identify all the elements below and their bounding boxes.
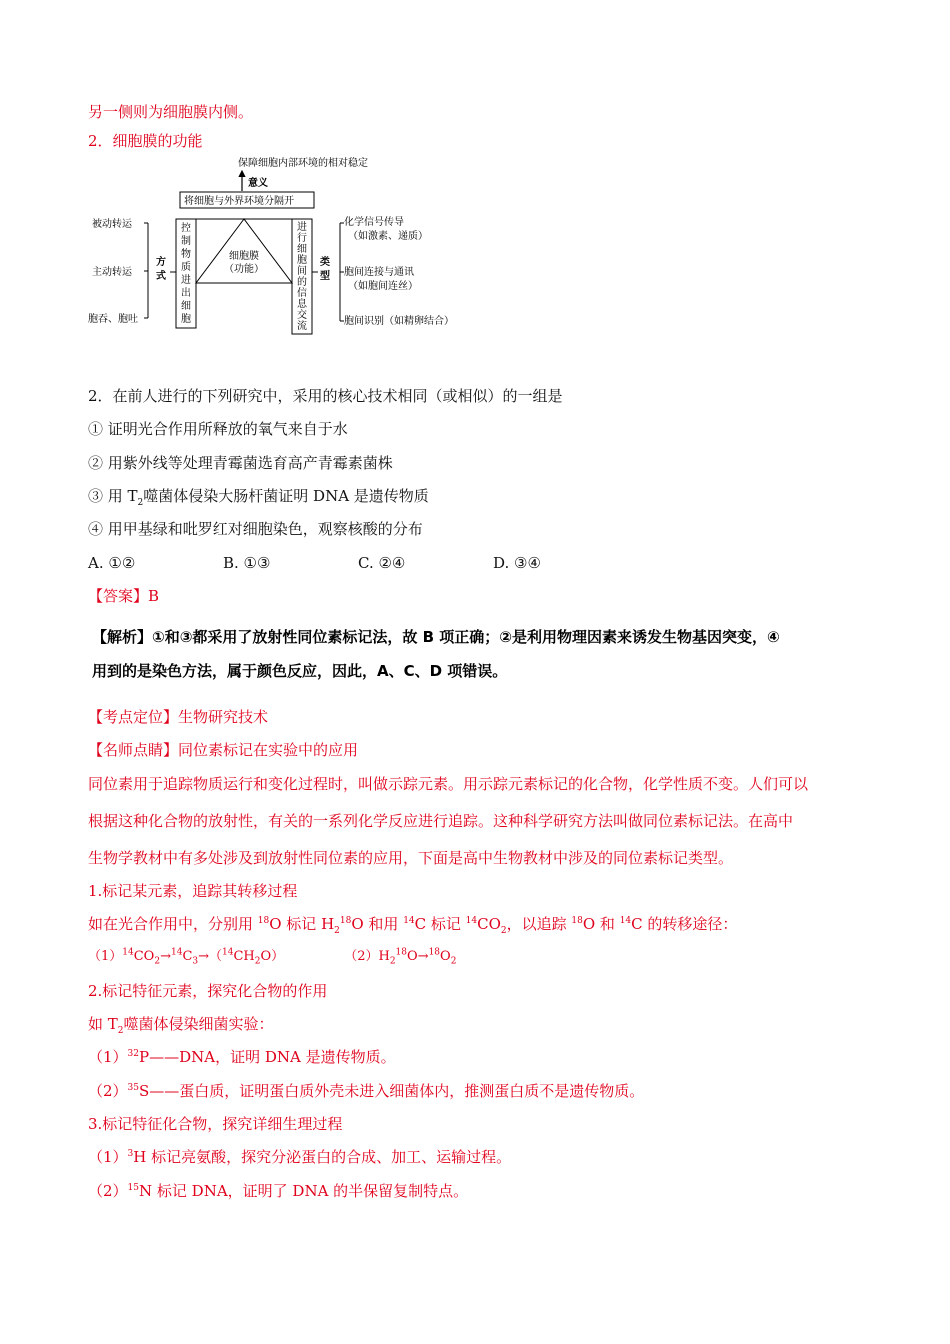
question-options xyxy=(88,553,628,573)
analysis-line-2: 用到的是染色方法，属于颜色反应，因此，A、C、D 项错误。 xyxy=(92,662,508,680)
kaodian-line: 【考点定位】生物研究技术 xyxy=(88,708,269,726)
svg-text:质: 质 xyxy=(181,262,191,273)
chem-signal-note: （如激素、递质） xyxy=(348,231,428,242)
exchange-vertical-label xyxy=(297,220,308,332)
heading-1-example: 如在光合作用中，分别用 $^{18}$O 标记 $H_2^{18}O$ 和用 $^{14}$C 标记 $^{14}CO_2$，以追踪 $^{18}$O 和 $^{14}$C 的转移途径： xyxy=(88,915,738,936)
endo-exocytosis: 胞吞、胞吐 xyxy=(88,314,138,325)
heading-1-paths: $(1)^{14}CO_2\to^{14}C_3\to(^{14}CH_2O)$ $(2)H_2^{18}O\to^{18}O_2$ xyxy=(88,947,457,967)
question-item-2: ② 用紫外线等处理青霉菌选育高产青霉素菌株 xyxy=(88,454,393,472)
type-label-1: 类 xyxy=(320,257,330,268)
para-2: 根据这种化合物的放射性，有关的一系列化学反应进行追踪。这种科学研究方法叫做同位素标记法。在高中 xyxy=(88,812,794,830)
continuation-line: 另一侧则为细胞膜内侧。 xyxy=(88,103,254,121)
mode-label-2: 式 xyxy=(156,271,166,282)
meaning-label: 意义 xyxy=(248,178,268,189)
para-3: 生物学教材中有多处涉及到放射性同位素的应用，下面是高中生物教材中涉及的同位素标记类型。 xyxy=(88,849,734,867)
svg-text:息: 息 xyxy=(297,299,307,310)
svg-text:胞: 胞 xyxy=(181,314,191,325)
heading-3: 3.标记特征化合物，探究详细生理过程 xyxy=(88,1115,343,1133)
answer-line xyxy=(88,586,159,606)
svg-text:出: 出 xyxy=(181,288,191,299)
section-title: 2．细胞膜的功能 xyxy=(88,132,203,150)
heading-2-intro: 如 $T_2$噬菌体侵染细菌实验： xyxy=(88,1015,274,1036)
option-b[interactable]: B. ①③ xyxy=(223,554,271,572)
cell-connection-note: （如胞间连丝） xyxy=(348,281,418,292)
svg-text:交: 交 xyxy=(297,310,307,321)
svg-text:流: 流 xyxy=(297,321,307,332)
analysis-line-1: 【解析】①和③都采用了放射性同位素标记法，故 B 项正确；②是利用物理因素来诱发生物基因突变，④ xyxy=(92,628,780,646)
center-label-1: 细胞膜 xyxy=(229,251,259,262)
active-transport: 主动转运 xyxy=(92,267,132,278)
svg-text:细: 细 xyxy=(181,301,191,312)
heading-2-item-2: $(2)^{35}S——$蛋白质，证明蛋白质外壳未进入细菌体内，推测蛋白质不是遗传物质。 xyxy=(88,1082,645,1100)
center-label-2: （功能） xyxy=(224,264,264,275)
svg-text:控: 控 xyxy=(181,223,191,234)
option-c[interactable]: C. ②④ xyxy=(358,554,406,572)
membrane-function-diagram xyxy=(88,155,468,340)
separate-label: 将细胞与外界环境分隔开 xyxy=(184,196,294,207)
heading-1: 1.标记某元素，追踪其转移过程 xyxy=(88,882,298,900)
heading-3-item-2: $(2)^{15}N$ 标记 DNA，证明了 DNA 的半保留复制特点。 xyxy=(88,1182,469,1200)
passive-transport: 被动转运 xyxy=(92,219,132,230)
svg-text:制: 制 xyxy=(181,236,191,247)
meaning-top-text: 保障细胞内部环境的相对稳定 xyxy=(238,158,368,169)
heading-2-item-1: $(1)^{32}P——DNA$，证明 DNA 是遗传物质。 xyxy=(88,1048,396,1066)
svg-text:细: 细 xyxy=(297,244,307,255)
type-label-2: 型 xyxy=(320,271,330,282)
cell-connection: 胞间连接与通讯 xyxy=(344,267,414,278)
question-item-1: ① 证明光合作用所释放的氧气来自于水 xyxy=(88,420,348,438)
heading-2: 2.标记特征元素，探究化合物的作用 xyxy=(88,982,328,1000)
svg-text:胞: 胞 xyxy=(297,255,307,266)
question-stem: 2．在前人进行的下列研究中，采用的核心技术相同（或相似）的一组是 xyxy=(88,387,563,405)
chem-signal: 化学信号传导 xyxy=(344,217,404,228)
option-a[interactable]: A. ①② xyxy=(88,554,136,572)
svg-text:的: 的 xyxy=(297,277,307,288)
mingshi-line: 【名师点睛】同位素标记在实验中的应用 xyxy=(88,741,359,759)
cell-recognition: 胞间识别（如精卵结合） xyxy=(344,316,454,327)
control-vertical-label xyxy=(181,221,191,325)
question-item-3: ③ 用 $T_2$噬菌体侵染大肠杆菌证明 DNA 是遗传物质 xyxy=(88,487,429,508)
para-1: 同位素用于追踪物质运行和变化过程时，叫做示踪元素。用示踪元素标记的化合物，化学性质不变。人们可以 xyxy=(88,775,809,793)
option-d[interactable]: D. ③④ xyxy=(493,554,541,572)
mode-label-1: 方 xyxy=(156,257,166,268)
heading-3-item-1: $(1)^3H$ 标记亮氨酸，探究分泌蛋白的合成、加工、运输过程。 xyxy=(88,1148,512,1166)
answer-value: B xyxy=(148,587,160,605)
svg-text:物: 物 xyxy=(181,249,191,260)
svg-text:行: 行 xyxy=(297,233,307,244)
svg-text:信: 信 xyxy=(297,288,307,299)
svg-text:进: 进 xyxy=(181,275,191,286)
svg-text:进: 进 xyxy=(297,222,307,233)
answer-label: 【答案】 xyxy=(88,587,149,605)
question-item-4: ④ 用甲基绿和吡罗红对细胞染色，观察核酸的分布 xyxy=(88,520,423,538)
svg-text:间: 间 xyxy=(297,266,307,277)
